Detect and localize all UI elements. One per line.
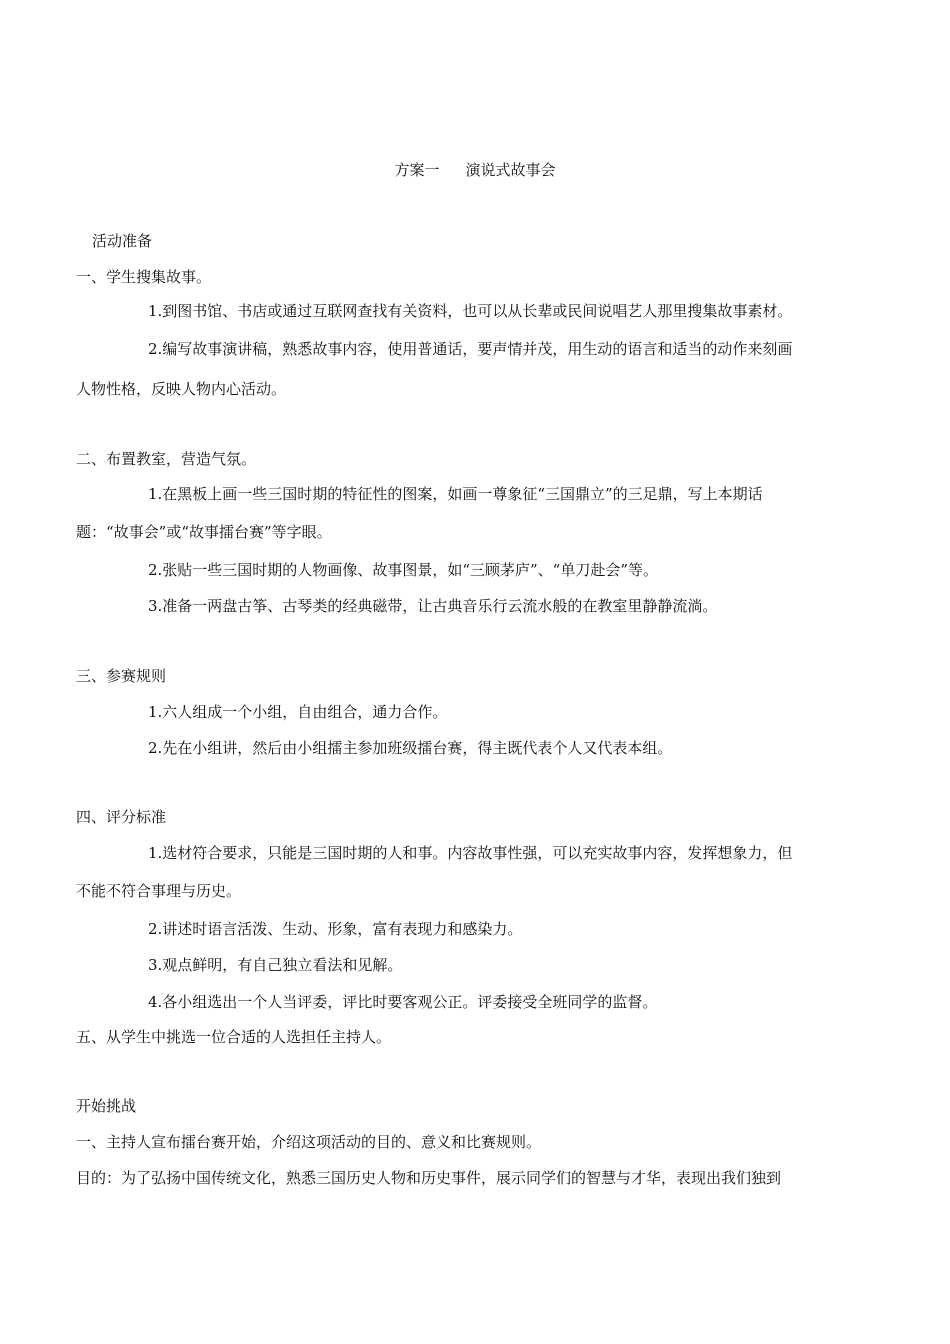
paragraph-text: 目的：为了弘扬中国传统文化，熟悉三国历史人物和历史事件，展示同学们的智慧与才华，表现出我们独到: [76, 1169, 782, 1187]
paragraph-item: 2.张贴一些三国时期的人物画像、故事图景，如“三顾茅庐”、“单刀赴会”等。: [148, 561, 658, 579]
section-heading-preparation: 活动准备: [92, 232, 153, 250]
paragraph-item: 1.六人组成一个小组，自由组合，通力合作。: [148, 703, 448, 721]
paragraph-continuation: 不能不符合事理与历史。: [76, 882, 242, 900]
paragraph-item: 3.准备一两盘古筝、古琴类的经典磁带，让古典音乐行云流水般的在教室里静静流淌。: [148, 597, 718, 615]
paragraph-item: 2.编写故事演讲稿，熟悉故事内容，使用普通话，要声情并茂，用生动的语言和适当的动作来刻画: [148, 340, 793, 358]
paragraph-item: 2.先在小组讲，然后由小组擂主参加班级擂台赛，得主既代表个人又代表本组。: [148, 739, 673, 757]
title-scheme-name: 演说式故事会: [465, 161, 556, 179]
document-title: [0, 160, 950, 180]
section-heading-start: 开始挑战: [76, 1097, 137, 1115]
paragraph-continuation: 人物性格，反映人物内心活动。: [76, 380, 287, 398]
paragraph-item: 2.讲述时语言活泼、生动、形象，富有表现力和感染力。: [148, 920, 523, 938]
paragraph-item: 1.选材符合要求，只能是三国时期的人和事。内容故事性强，可以充实故事内容，发挥想象力，但: [148, 844, 793, 862]
paragraph-heading: 一、主持人宣布擂台赛开始，介绍这项活动的目的、意义和比赛规则。: [76, 1133, 542, 1151]
paragraph-heading: 四、评分标准: [76, 808, 167, 826]
paragraph-heading: 五、从学生中挑选一位合适的人选担任主持人。: [76, 1028, 392, 1046]
paragraph-item: 1.到图书馆、书店或通过互联网查找有关资料，也可以从长辈或民间说唱艺人那里搜集故事素材。: [148, 302, 793, 320]
paragraph-item: 1.在黑板上画一些三国时期的特征性的图案，如画一尊象征“三国鼎立”的三足鼎，写上本期话: [148, 485, 763, 503]
paragraph-item: 4.各小组选出一个人当评委，评比时要客观公正。评委接受全班同学的监督。: [148, 993, 658, 1011]
title-scheme-label: 方案一: [394, 161, 440, 179]
paragraph-heading: 一、学生搜集故事。: [76, 268, 212, 286]
paragraph-heading: 三、参赛规则: [76, 667, 167, 685]
paragraph-heading: 二、布置教室，营造气氛。: [76, 450, 257, 468]
paragraph-item: 3.观点鲜明，有自己独立看法和见解。: [148, 956, 403, 974]
paragraph-continuation: 题：“故事会”或“故事擂台赛”等字眼。: [76, 523, 332, 541]
